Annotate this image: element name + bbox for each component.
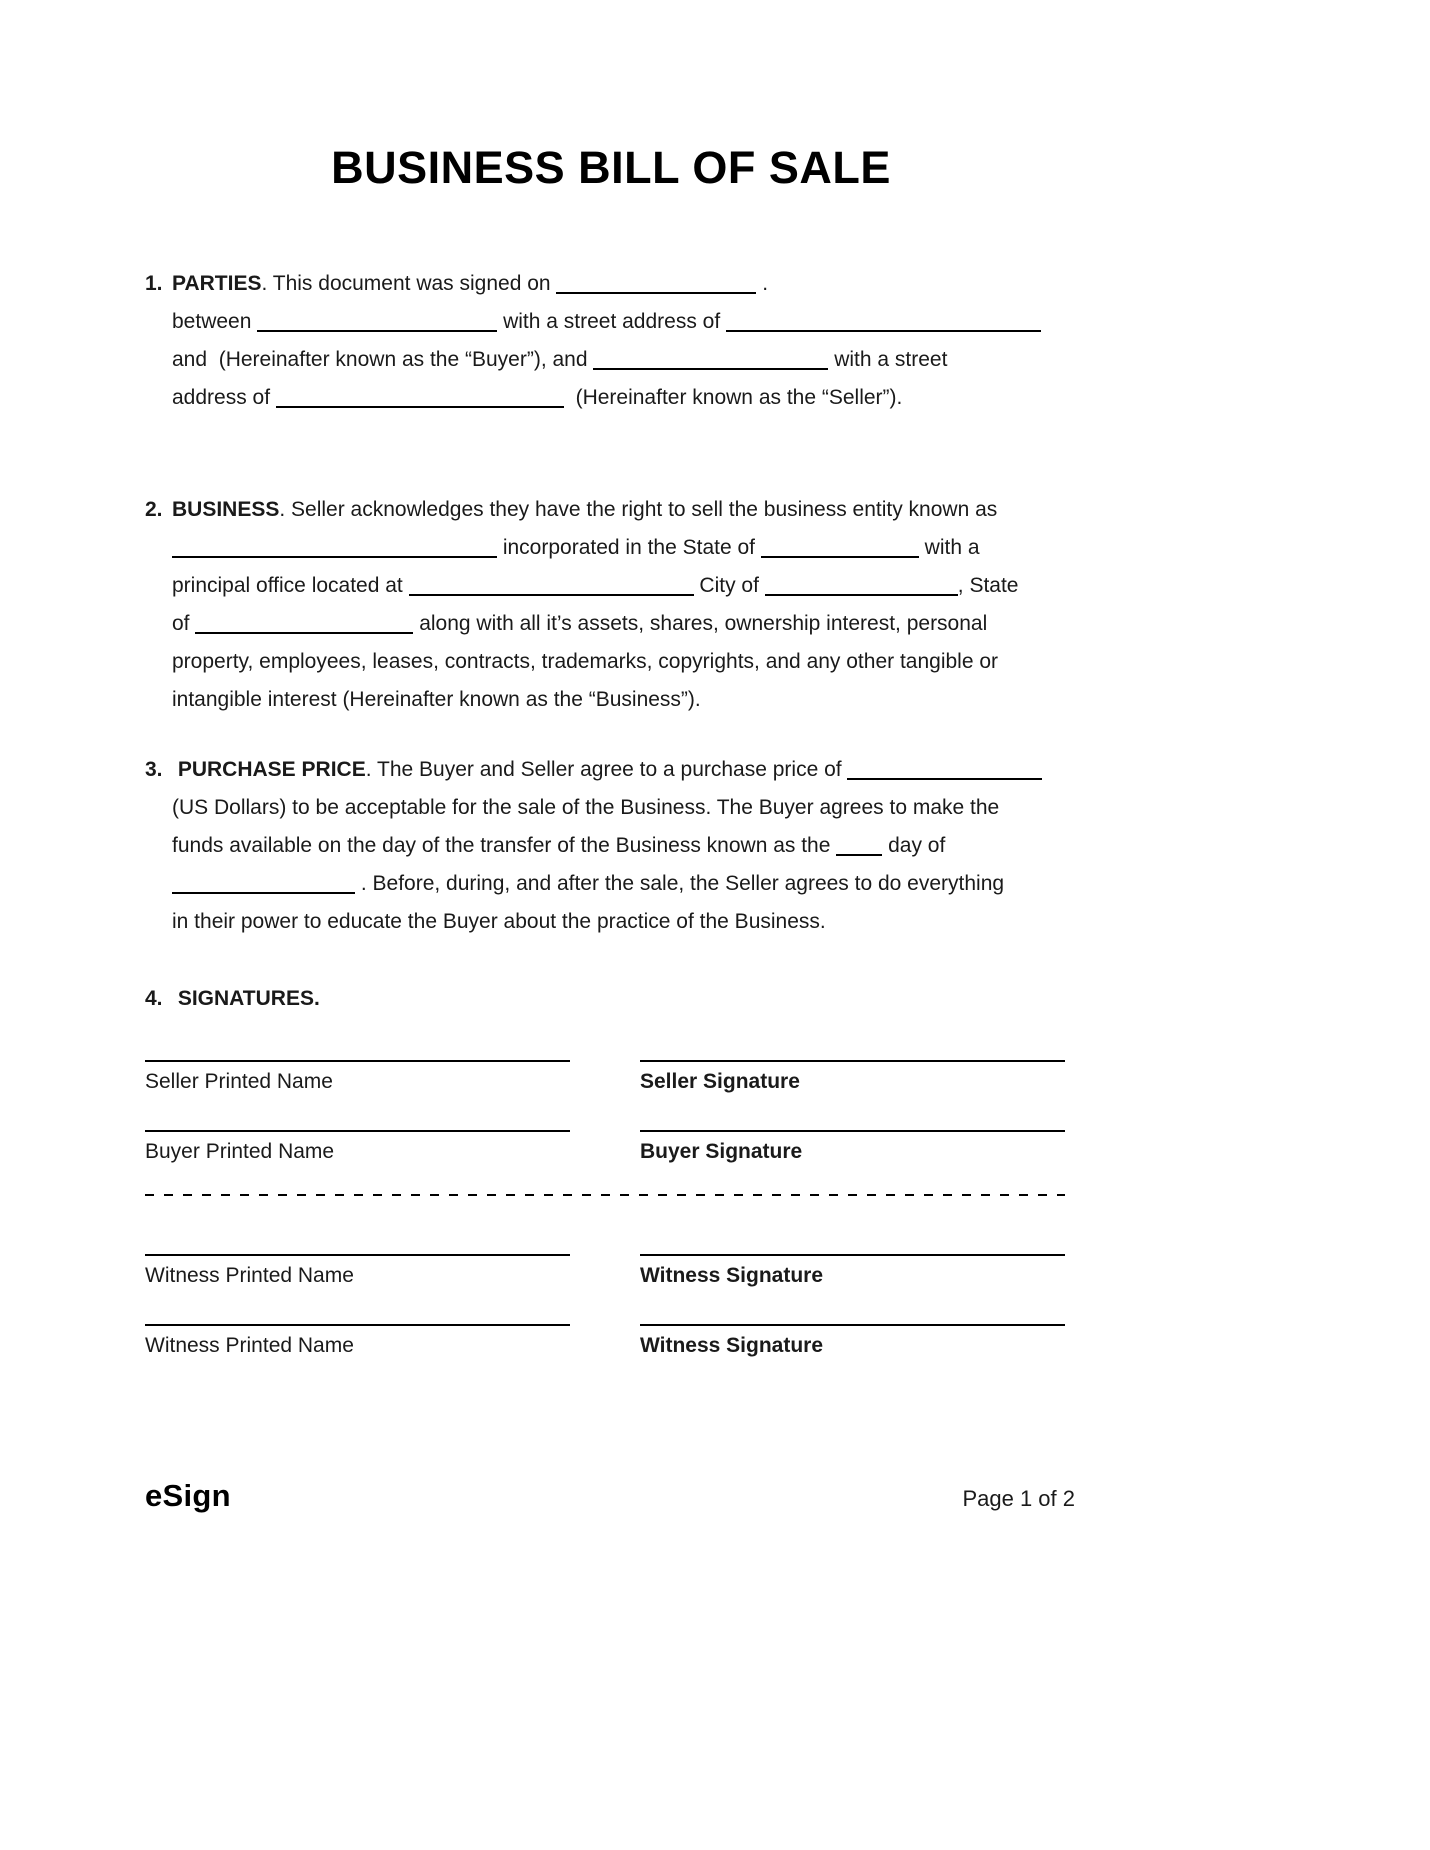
section-purchase-price — [145, 751, 1077, 941]
blank-line — [593, 348, 828, 370]
seller-printed-name-field: Seller Printed Name — [145, 1060, 570, 1096]
esign-logo: eSign — [145, 1478, 231, 1513]
blank-line — [409, 574, 694, 596]
blank-line — [172, 872, 355, 894]
text-segment: , State — [957, 574, 1019, 597]
text-segment: . Before, during, and after the sale, the Seller agrees to do everything — [355, 872, 1005, 895]
section-heading: PARTIES — [172, 272, 262, 295]
price-line-3 — [172, 827, 1077, 865]
signature-row-seller — [145, 1060, 1077, 1096]
section-heading: BUSINESS — [172, 498, 280, 521]
signature-row-buyer — [145, 1130, 1077, 1166]
page-footer — [145, 1478, 1075, 1514]
text-segment: funds available on the day of the transfer of the Business known as the — [172, 834, 837, 857]
blank-line — [847, 758, 1042, 780]
price-line-2 — [172, 789, 1077, 827]
blank-line — [726, 310, 1041, 332]
buyer-printed-name-field: Buyer Printed Name — [145, 1130, 570, 1166]
section-signatures — [145, 980, 1077, 1018]
section-number: 1. — [145, 272, 163, 295]
section-heading: PURCHASE PRICE — [172, 758, 366, 781]
witness-signature-field: Witness Signature — [640, 1254, 1065, 1290]
witness-signature-field: Witness Signature — [640, 1324, 1065, 1360]
text-segment: address of — [172, 386, 276, 409]
text-segment: and (Hereinafter known as the “Buyer”), and — [172, 348, 594, 371]
text-segment: (Hereinafter known as the “Seller”). — [563, 386, 903, 409]
text-segment: incorporated in the State of — [497, 536, 761, 559]
section-business — [145, 491, 1077, 719]
parties-line-3 — [172, 341, 1077, 379]
seller-signature-field: Seller Signature — [640, 1060, 1065, 1096]
buyer-signature-field: Buyer Signature — [640, 1130, 1065, 1166]
section-heading: SIGNATURES. — [172, 987, 320, 1010]
text-segment: day of — [882, 834, 946, 857]
text-segment: with a street — [828, 348, 948, 371]
document-content — [145, 0, 1077, 1514]
signatures-heading-line — [172, 980, 1077, 1018]
blank-line — [195, 612, 413, 634]
dashed-divider — [145, 1194, 1065, 1196]
text-segment: along with all it’s assets, shares, ownership interest, personal — [413, 612, 988, 635]
blank-line — [836, 834, 882, 856]
text-segment: intangible interest (Hereinafter known as the “Business”). — [172, 688, 701, 711]
witness-printed-name-field: Witness Printed Name — [145, 1324, 570, 1360]
business-line-1 — [172, 491, 1077, 529]
text-segment: principal office located at — [172, 574, 409, 597]
blank-line — [556, 272, 756, 294]
section-number: 2. — [145, 498, 163, 521]
business-line-3 — [172, 567, 1077, 605]
text-segment: . — [756, 272, 769, 295]
text-segment: property, employees, leases, contracts, trademarks, copyrights, and any other tangible or — [172, 650, 999, 673]
business-line-4 — [172, 605, 1077, 643]
text-segment: of — [172, 612, 196, 635]
section-number: 3. — [145, 758, 163, 781]
text-segment: with a — [918, 536, 980, 559]
blank-line — [257, 310, 497, 332]
business-line-5 — [172, 643, 1077, 681]
parties-line-2 — [172, 303, 1077, 341]
text-segment: . Seller acknowledges they have the right to sell the business entity known as — [279, 498, 998, 521]
document-title: BUSINESS BILL OF SALE — [331, 142, 891, 193]
blank-line — [761, 536, 919, 558]
parties-line-4 — [172, 379, 1077, 417]
signature-row-witness-1 — [145, 1254, 1077, 1290]
text-segment: in their power to educate the Buyer about the practice of the Business. — [172, 910, 826, 933]
text-segment: City of — [693, 574, 765, 597]
blank-line — [765, 574, 958, 596]
business-line-2 — [172, 529, 1077, 567]
business-line-6 — [172, 681, 1077, 719]
price-line-1 — [172, 751, 1077, 789]
page-number: Page 1 of 2 — [962, 1486, 1075, 1511]
signature-row-witness-2 — [145, 1324, 1077, 1360]
text-segment: . The Buyer and Seller agree to a purchase price of — [365, 758, 848, 781]
section-number: 4. — [145, 987, 163, 1010]
text-segment: (US Dollars) to be acceptable for the sale of the Business. The Buyer agrees to make the — [172, 796, 1000, 819]
price-line-4 — [172, 865, 1077, 903]
text-segment: between — [172, 310, 258, 333]
text-segment: with a street address of — [497, 310, 727, 333]
price-line-5 — [172, 903, 1077, 941]
text-segment: . This document was signed on — [261, 272, 557, 295]
blank-line — [276, 386, 564, 408]
parties-line-1 — [172, 265, 1077, 303]
blank-line — [172, 536, 497, 558]
witness-printed-name-field: Witness Printed Name — [145, 1254, 570, 1290]
section-parties — [145, 265, 1077, 417]
